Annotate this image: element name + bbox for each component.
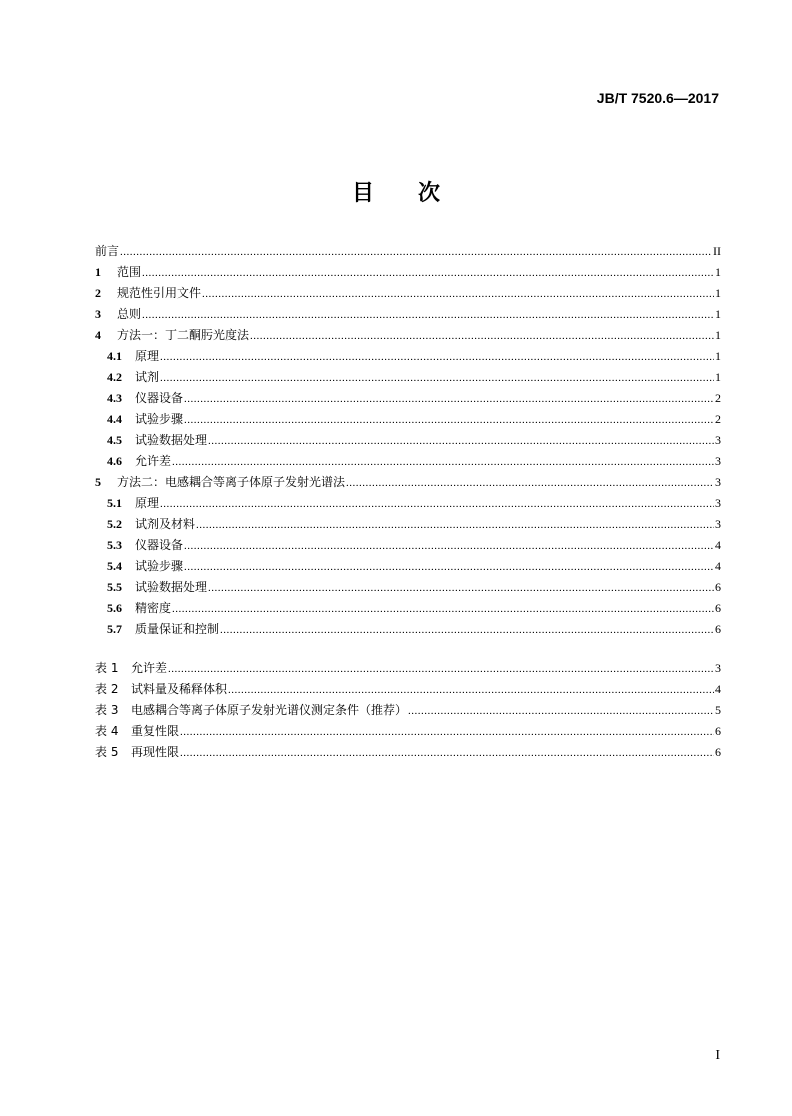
toc-entry[interactable]	[95, 283, 721, 304]
toc-leader-dots	[346, 473, 714, 494]
table-list-number: 表 1	[95, 661, 119, 675]
toc-entry-number: 4.1	[107, 349, 122, 363]
title-char-1: 目	[351, 181, 374, 206]
toc-entry-page: 2	[715, 412, 721, 426]
toc-entry-number: 5.5	[107, 580, 122, 594]
toc-entry-page: 4	[715, 538, 721, 552]
table-list-entry[interactable]	[95, 679, 721, 700]
toc-entry[interactable]	[95, 388, 721, 409]
toc-entry-number: 2	[95, 286, 101, 300]
toc-entry-number: 4.2	[107, 370, 122, 384]
toc-leader-dots	[408, 701, 714, 722]
toc-entry-page: 1	[715, 286, 721, 300]
toc-entry[interactable]	[95, 409, 721, 430]
table-list-entry[interactable]	[95, 721, 721, 742]
toc-entry[interactable]	[95, 346, 721, 367]
toc-entry-label: 试剂及材料	[135, 517, 196, 531]
table-list-number: 表 4	[95, 724, 119, 738]
table-list-label: 重复性限	[131, 724, 180, 738]
toc-entry-page: 3	[715, 433, 721, 447]
table-list-entry[interactable]	[95, 700, 721, 721]
toc-entry-number: 5.6	[107, 601, 122, 615]
title-char-2: 次	[418, 181, 441, 206]
toc-leader-dots	[120, 242, 712, 263]
toc-entry[interactable]	[95, 325, 721, 346]
page-number: I	[715, 1048, 720, 1063]
toc-entry-number: 4.5	[107, 433, 122, 447]
toc-entry[interactable]	[95, 577, 721, 598]
toc-entry[interactable]	[95, 598, 721, 619]
toc-leader-dots	[168, 659, 714, 680]
toc-leader-dots	[208, 431, 714, 452]
toc-leader-dots	[160, 368, 714, 389]
toc-entry-number: 5	[95, 475, 101, 489]
toc-entry-number: 4.3	[107, 391, 122, 405]
table-list-page: 3	[715, 661, 721, 675]
toc-entry[interactable]	[95, 304, 721, 325]
toc-entry[interactable]	[95, 262, 721, 283]
toc-entry-label: 仪器设备	[135, 538, 184, 552]
toc-entry-number: 5.7	[107, 622, 122, 636]
toc-entry-label: 方法二：电感耦合等离子体原子发射光谱法	[117, 475, 346, 489]
toc-entry-label: 前言	[95, 244, 120, 258]
toc-entry-page: 6	[715, 601, 721, 615]
toc-entry-label: 质量保证和控制	[135, 622, 220, 636]
toc-entry[interactable]	[95, 367, 721, 388]
list-of-tables	[95, 658, 721, 763]
table-list-number: 表 3	[95, 703, 119, 717]
toc-entry[interactable]	[95, 514, 721, 535]
toc-entry-number: 5.1	[107, 496, 122, 510]
toc-leader-dots	[184, 536, 714, 557]
toc-leader-dots	[184, 389, 714, 410]
toc-entry-page: 3	[715, 475, 721, 489]
toc-entry[interactable]	[95, 430, 721, 451]
table-list-page: 5	[715, 703, 721, 717]
toc-entry-label: 试剂	[135, 370, 160, 384]
toc-leader-dots	[142, 263, 714, 284]
toc-entry-page: 1	[715, 307, 721, 321]
toc-entry-number: 1	[95, 265, 101, 279]
toc-entry-label: 精密度	[135, 601, 172, 615]
toc-entry-number: 4.6	[107, 454, 122, 468]
toc-entry-page: 6	[715, 580, 721, 594]
toc-entry-label: 试验步骤	[135, 559, 184, 573]
toc-entry-label: 范围	[117, 265, 142, 279]
toc-entry-number: 4.4	[107, 412, 122, 426]
toc-entry-label: 试验数据处理	[135, 580, 208, 594]
toc-entry-page: 1	[715, 265, 721, 279]
toc-entry[interactable]	[95, 556, 721, 577]
table-of-contents	[95, 241, 721, 640]
table-list-entry[interactable]	[95, 742, 721, 763]
table-list-page: 6	[715, 724, 721, 738]
toc-entry-label: 规范性引用文件	[117, 286, 202, 300]
table-list-label: 允许差	[131, 661, 168, 675]
toc-leader-dots	[172, 452, 714, 473]
toc-entry-page: 1	[715, 349, 721, 363]
toc-entry-page: 3	[715, 496, 721, 510]
toc-leader-dots	[160, 494, 714, 515]
table-list-label: 试料量及稀释体积	[131, 682, 228, 696]
toc-entry-number: 5.2	[107, 517, 122, 531]
page-title	[0, 176, 792, 207]
toc-entry[interactable]	[95, 451, 721, 472]
toc-leader-dots	[184, 410, 714, 431]
toc-leader-dots	[172, 599, 714, 620]
table-list-number: 表 2	[95, 682, 119, 696]
toc-entry-page: II	[713, 244, 721, 258]
toc-entry[interactable]	[95, 535, 721, 556]
toc-entry-label: 仪器设备	[135, 391, 184, 405]
toc-entry-page: 3	[715, 517, 721, 531]
toc-entry-label: 试验数据处理	[135, 433, 208, 447]
toc-entry-label: 试验步骤	[135, 412, 184, 426]
toc-entry[interactable]	[95, 619, 721, 640]
toc-leader-dots	[180, 722, 714, 743]
table-list-number: 表 5	[95, 745, 119, 759]
toc-entry-label: 原理	[135, 349, 160, 363]
toc-entry-label: 允许差	[135, 454, 172, 468]
toc-leader-dots	[250, 326, 714, 347]
toc-leader-dots	[184, 557, 714, 578]
toc-entry-label: 总则	[117, 307, 142, 321]
toc-entry-label: 原理	[135, 496, 160, 510]
toc-entry-page: 3	[715, 454, 721, 468]
table-list-label: 再现性限	[131, 745, 180, 759]
table-list-page: 6	[715, 745, 721, 759]
toc-entry-number: 5.3	[107, 538, 122, 552]
toc-leader-dots	[160, 347, 714, 368]
toc-leader-dots	[180, 743, 714, 764]
document-code: JB/T 7520.6—2017	[596, 90, 719, 106]
toc-leader-dots	[196, 515, 714, 536]
toc-entry-page: 1	[715, 328, 721, 342]
toc-entry[interactable]	[95, 241, 721, 262]
toc-entry-number: 5.4	[107, 559, 122, 573]
toc-entry-number: 4	[95, 328, 101, 342]
toc-leader-dots	[220, 620, 714, 641]
toc-leader-dots	[208, 578, 714, 599]
toc-entry-page: 2	[715, 391, 721, 405]
toc-entry-page: 4	[715, 559, 721, 573]
table-list-label: 电感耦合等离子体原子发射光谱仪测定条件（推荐）	[131, 703, 408, 717]
toc-entry-number: 3	[95, 307, 101, 321]
toc-entry-label: 方法一：丁二酮肟光度法	[117, 328, 250, 342]
toc-entry[interactable]	[95, 493, 721, 514]
toc-entry-page: 1	[715, 370, 721, 384]
toc-entry[interactable]	[95, 472, 721, 493]
toc-leader-dots	[142, 305, 714, 326]
table-list-entry[interactable]	[95, 658, 721, 679]
toc-leader-dots	[228, 680, 714, 701]
table-list-page: 4	[715, 682, 721, 696]
toc-entry-page: 6	[715, 622, 721, 636]
toc-leader-dots	[202, 284, 714, 305]
